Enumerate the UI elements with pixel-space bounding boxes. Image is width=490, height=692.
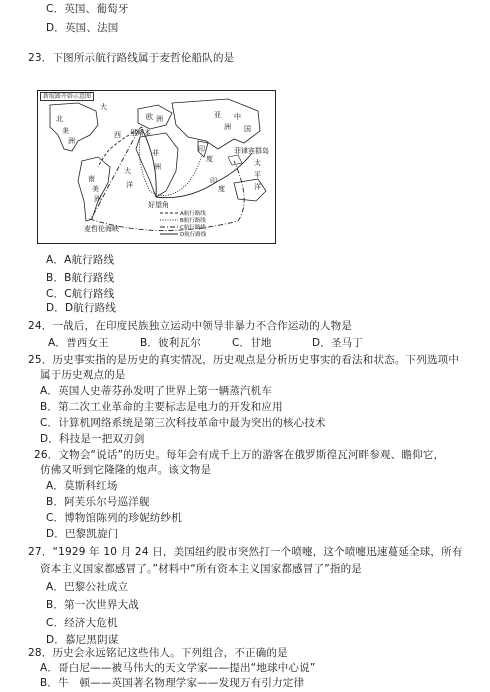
- q25-stem-line1: 25．历史事实指的是历史的真实情况，历史观点是分析历史事实的看法和状态。下列选项中: [28, 354, 460, 366]
- q24-option-a: A．普西女王: [48, 337, 109, 349]
- label-fei: 非: [152, 149, 159, 157]
- label-nan: 南: [88, 175, 95, 183]
- q28-stem: 28．历史会永远铭记这些伟人。下列组合，不正确的是: [28, 647, 288, 659]
- q23-stem: 23．下图所示航行路线属于麦哲伦船队的是: [28, 52, 235, 64]
- q26-option-c: C．博物馆陈列的珍妮纺纱机: [46, 512, 182, 524]
- label-nan-mei: 美: [92, 185, 99, 193]
- label-du2: 度: [218, 185, 225, 193]
- q26-stem-line1: 26．文物会“说话”的历史。每年会有成千上万的游客在俄罗斯徨瓦河畔参观、瞻仰它，: [34, 449, 445, 461]
- label-ya: 亚: [214, 111, 221, 119]
- q22-option-c: C．英国、葡萄牙: [46, 3, 129, 15]
- q27-option-a: A．巴黎公社成立: [46, 581, 129, 593]
- q25-option-c: C．计算机网络系统是第三次科技革命中最为突出的核心技术: [40, 417, 326, 429]
- label-zhou-as: 洲: [224, 123, 231, 131]
- label-guo: 国: [244, 125, 251, 133]
- route-map: [37, 90, 276, 244]
- q23-option-d: D．D航行路线: [46, 302, 117, 314]
- q24-option-b: B．彼利瓦尔: [140, 337, 201, 349]
- label-nan-zhou: 洲: [94, 195, 101, 203]
- q27-option-d: D．慕尼黑阴谋: [46, 634, 119, 646]
- label-tai: 太: [254, 159, 261, 167]
- label-zhong: 中: [234, 113, 241, 121]
- label-xi: 西: [114, 131, 121, 139]
- q27-option-c: C．经济大危机: [46, 617, 118, 629]
- q22-option-d: D．英国、法国: [46, 22, 119, 34]
- q24-stem: 24．一战后，在印度民族独立运动中领导非暴力不合作运动的人物是: [28, 320, 353, 332]
- label-zhou-af: 洲: [154, 163, 161, 171]
- q23-option-a: A．A航行路线: [46, 254, 115, 266]
- label-ping: 平: [254, 171, 261, 179]
- label-du: 度: [206, 155, 213, 163]
- europe-outline: [138, 105, 172, 129]
- legend-a: A航行路线: [180, 211, 206, 217]
- q24-option-c: C．甘地: [232, 337, 272, 349]
- route-c: [90, 131, 244, 231]
- label-yang3: 洋: [254, 183, 261, 191]
- australia-outline: [234, 179, 266, 201]
- label-zhou-na: 洲: [68, 137, 75, 145]
- label-da: 大: [100, 103, 107, 111]
- q27-stem-line2: 资本主义国家都感冒了。”材料中“所有资本主义国家都感冒了”指的是: [40, 563, 362, 575]
- label-da2: 大: [124, 167, 131, 175]
- route-b: [139, 127, 202, 196]
- q24-option-d: D．圣马丁: [312, 337, 364, 349]
- q25-stem-line2: 属于历史观点的是: [40, 369, 126, 381]
- q25-option-b: B．第二次工业革命的主要标志是电力的开发和应用: [40, 401, 283, 413]
- q25-option-a: A．英国人史蒂芬孙发明了世界上第一辆蒸汽机车: [40, 385, 273, 397]
- asia-outline: [172, 99, 260, 149]
- q28-option-a: A．哥白尼——被马伟大的天文学家——提出“地球中心说”: [40, 662, 316, 674]
- q26-option-d: D．巴黎凯旋门: [46, 528, 119, 540]
- label-philippines: 菲律宾群岛: [234, 147, 269, 155]
- q23-option-c: C．C航行路线: [46, 288, 115, 300]
- q26-option-a: A．莫斯科红场: [46, 480, 118, 492]
- q23-option-b: B．B航行路线: [46, 272, 115, 284]
- map-legend: [160, 209, 207, 238]
- label-north: 北: [56, 115, 63, 123]
- label-yin: 印: [198, 145, 205, 153]
- q26-option-b: B．阿芙乐尔号巡洋舰: [46, 496, 150, 508]
- label-cape: 好望角: [148, 201, 169, 209]
- q27-stem-line1: 27．“1929 年 10 月 24 日，美国纽约股市突然打一个喷嚏，这个喷嚏迅速蔓延全球，所有: [28, 546, 463, 558]
- label-strait: 麦哲伦海峡: [84, 225, 119, 233]
- q27-option-b: B．第一次世界大战: [46, 599, 140, 611]
- label-lisbon: 里斯本: [130, 129, 151, 137]
- q25-option-d: D．科技是一把双刃剑: [40, 433, 145, 445]
- q28-option-b: B．牛 顿——英国著名物理学家——发现万有引力定律: [40, 677, 305, 689]
- map-drawing: [38, 91, 275, 243]
- label-mei: 美: [62, 127, 69, 135]
- label-yang2: 洋: [126, 181, 133, 189]
- label-yin2: 印: [210, 177, 217, 185]
- legend-d: D航行路线: [180, 232, 207, 238]
- label-zhou-eu: 洲: [156, 115, 163, 123]
- legend-b: B航行路线: [180, 218, 206, 224]
- legend-c: C航行路线: [180, 225, 206, 231]
- q26-stem-line2: 仿佛又听到它隆隆的炮声。该文物是: [40, 464, 212, 476]
- map-title: 新航路开辟示意图: [40, 92, 94, 101]
- label-ou: 欧: [146, 113, 153, 121]
